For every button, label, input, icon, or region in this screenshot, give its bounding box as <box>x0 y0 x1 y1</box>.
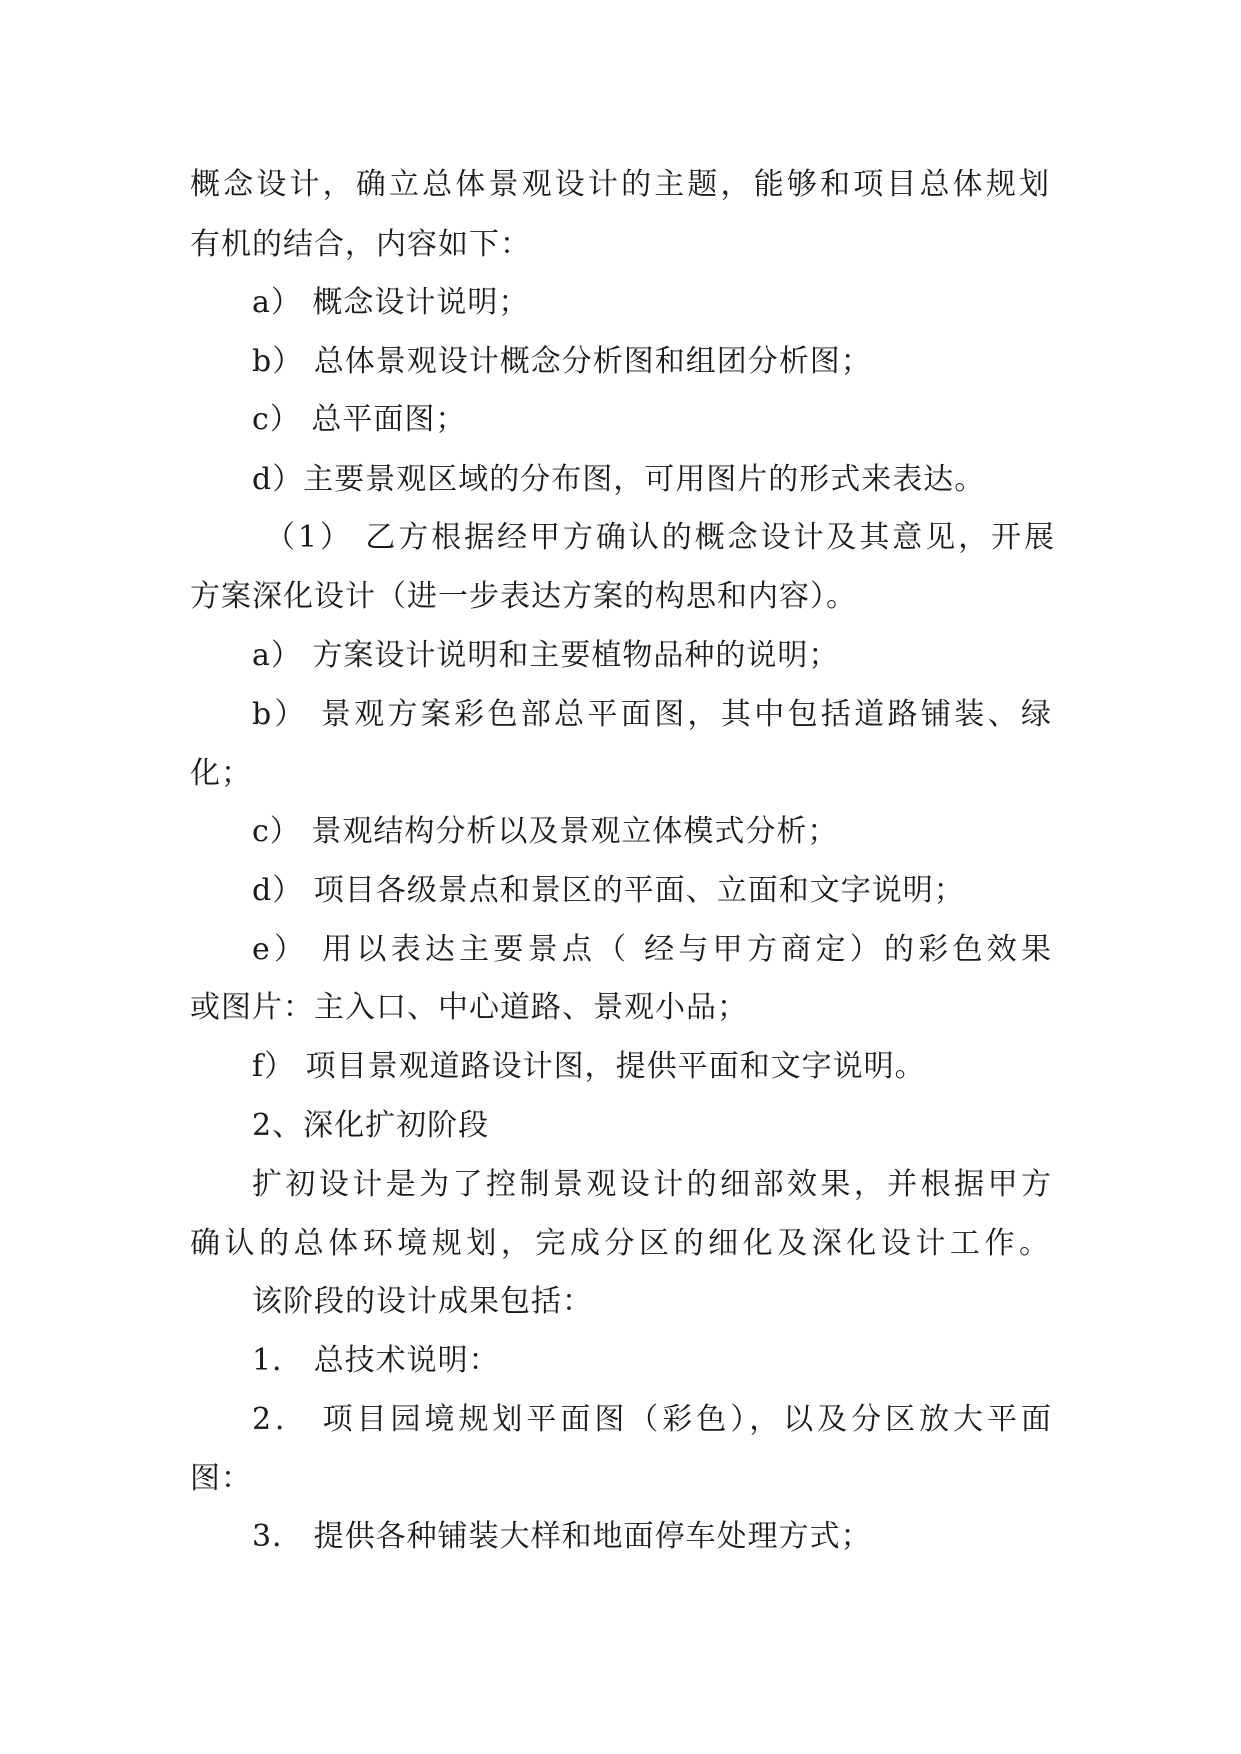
list-item: b） 总体景观设计概念分析图和组团分析图； <box>252 344 872 379</box>
text-line: 扩初设计是为了控制景观设计的细部效果，并根据甲方 <box>252 1167 1052 1202</box>
list-item: d）主要景观区域的分布图，可用图片的形式来表达。 <box>252 462 986 497</box>
list-item: 3． 提供各种铺装大样和地面停车处理方式； <box>252 1519 872 1554</box>
list-item: c） 景观结构分析以及景观立体模式分析； <box>252 814 839 849</box>
list-item: f） 项目景观道路设计图，提供平面和文字说明。 <box>252 1049 926 1084</box>
list-item: b） 景观方案彩色部总平面图，其中包括道路铺装、绿 <box>252 697 1052 732</box>
text-line: 有机的结合，内容如下： <box>190 227 531 262</box>
list-item: a） 方案设计说明和主要植物品种的说明； <box>252 638 840 673</box>
list-item: 2． 项目园境规划平面图（彩色），以及分区放大平面 <box>252 1402 1052 1437</box>
section-heading: 2、深化扩初阶段 <box>252 1108 490 1143</box>
list-item: a） 概念设计说明； <box>252 285 530 320</box>
text-line: 概念设计，确立总体景观设计的主题，能够和项目总体规划 <box>190 167 1050 202</box>
list-item: c） 总平面图； <box>252 402 467 437</box>
text-line: 化； <box>190 756 252 791</box>
text-line: 该阶段的设计成果包括： <box>252 1284 593 1319</box>
text-line: 方案深化设计（进一步表达方案的构思和内容）。 <box>190 579 857 614</box>
list-item: e） 用以表达主要景点（ 经与甲方商定）的彩色效果 <box>252 932 1052 967</box>
text-line: （1） 乙方根据经甲方确认的概念设计及其意见，开展 <box>265 520 1055 555</box>
text-line: 图： <box>190 1461 252 1496</box>
text-line: 或图片：主入口、中心道路、景观小品； <box>190 990 748 1025</box>
list-item: d） 项目各级景点和景区的平面、立面和文字说明； <box>252 873 965 908</box>
text-line: 确认的总体环境规划，完成分区的细化及深化设计工作。 <box>190 1226 1050 1261</box>
list-item: 1． 总技术说明： <box>252 1343 500 1378</box>
